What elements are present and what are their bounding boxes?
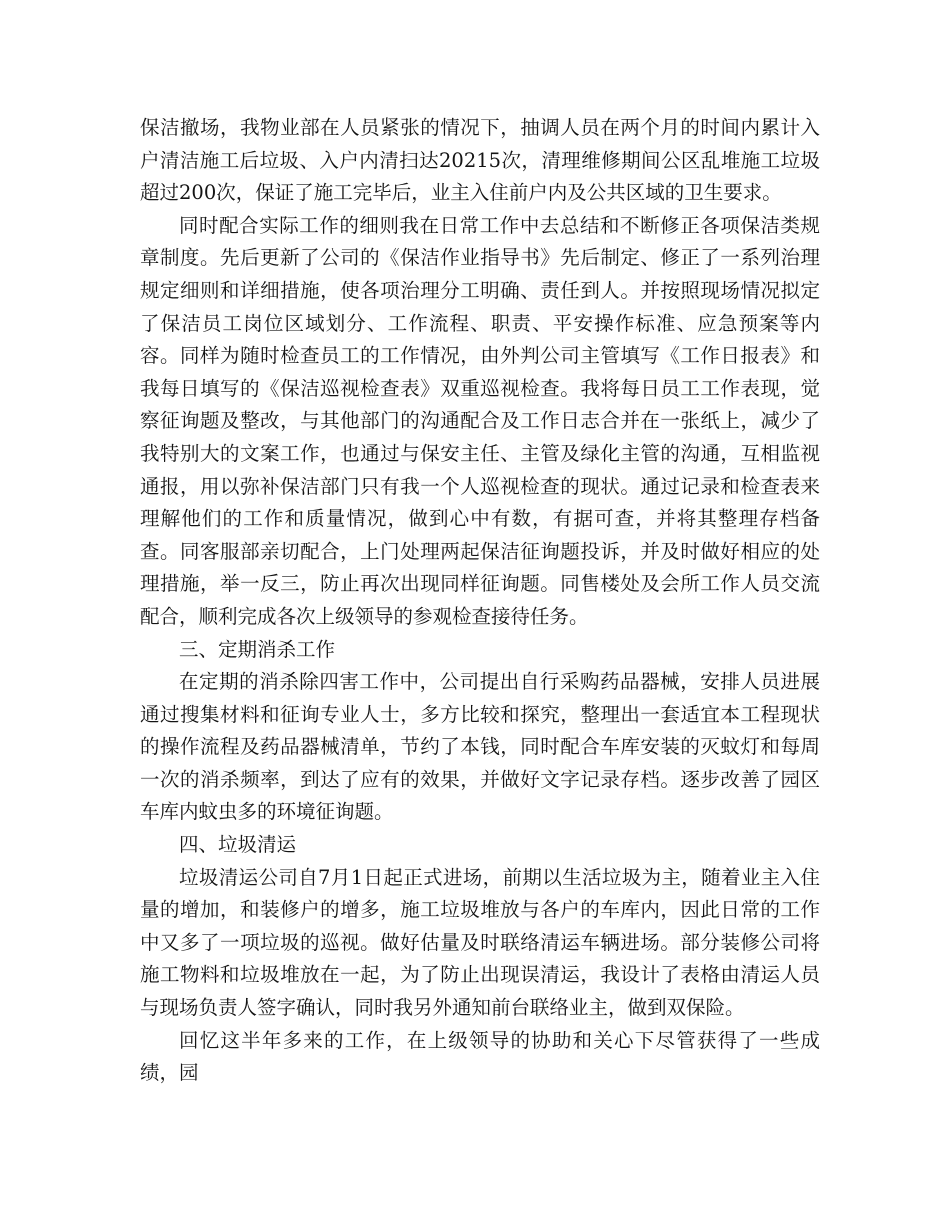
section-heading-garbage-removal: 四、垃圾清运 — [179, 833, 297, 857]
paragraph-review: 回忆这半年多来的工作，在上级领导的协助和关心下尽管获得了一些成绩，园 — [140, 1028, 820, 1085]
paragraph-cleaning-regulations: 同时配合实际工作的细则我在日常工作中去总结和不断修正各项保洁类规章制度。先后更新了公司的《保洁作业指导书》先后制定、修正了一系列治理规定细则和详细措施，使各项治理分工明确、责任到人。并按照现场情况拟定了保洁员工岗位区域划分、工作流程、职责、平安操作标准、应急预案等内容。同样为随时检查员工的工作情况，由外判公司主管填写《工作日报表》和我每日填写的《保洁巡视检查表》双重巡视检查。我将每日员工工作表现，觉察征询题及整改，与其他部门的沟通配合及工作日志合并在一张纸上，减少了我特别大的文案工作，也通过与保安主任、主管及绿化主管的沟通，互相监视通报，用以弥补保洁部门只有我一个人巡视检查的现状。通过记录和检查表来理解他们的工作和质量情况，做到心中有数，有据可查，并将其整理存档备查。同客服部亲切配合，上门处理两起保洁征询题投诉，并及时做好相应的处理措施，举一反三，防止再次出现同样征询题。同售楼处及会所工作人员交流配合，顺利完成各次上级领导的参观检查接待任务。 — [140, 213, 820, 628]
paragraph-garbage-removal: 垃圾清运公司自7月1日起正式进场，前期以生活垃圾为主，随着业主入住量的增加，和装修户的增多，施工垃圾堆放与各户的车库内，因此日常的工作中又多了一项垃圾的巡视。做好估量及时联络清运车辆进场。部分装修公司将施工物料和垃圾堆放在一起，为了防止出现误清运，我设计了表格由清运人员与现场负责人签字确认，同时我另外通知前台联络业主，做到双保险。 — [140, 865, 820, 1020]
section-heading-pest-control: 三、定期消杀工作 — [179, 637, 336, 661]
paragraph-continuation: 保洁撤场，我物业部在人员紧张的情况下，抽调人员在两个月的时间内累计入户清洁施工后垃圾、入户内清扫达20215次，清理维修期间公区乱堆施工垃圾超过200次，保证了施工完毕后，业主入住前户内及公共区域的卫生要求。 — [140, 116, 820, 205]
paragraph-pest-control: 在定期的消杀除四害工作中，公司提出自行采购药品器械，安排人员进展通过搜集材料和征询专业人士，多方比较和探究，整理出一套适宜本工程现状的操作流程及药品器械清单，节约了本钱，同时配合车库安装的灭蚊灯和每周一次的消杀频率，到达了应有的效果，并做好文字记录存档。逐步改善了园区车库内蚊虫多的环境征询题。 — [140, 670, 820, 824]
document-body — [140, 112, 820, 1090]
